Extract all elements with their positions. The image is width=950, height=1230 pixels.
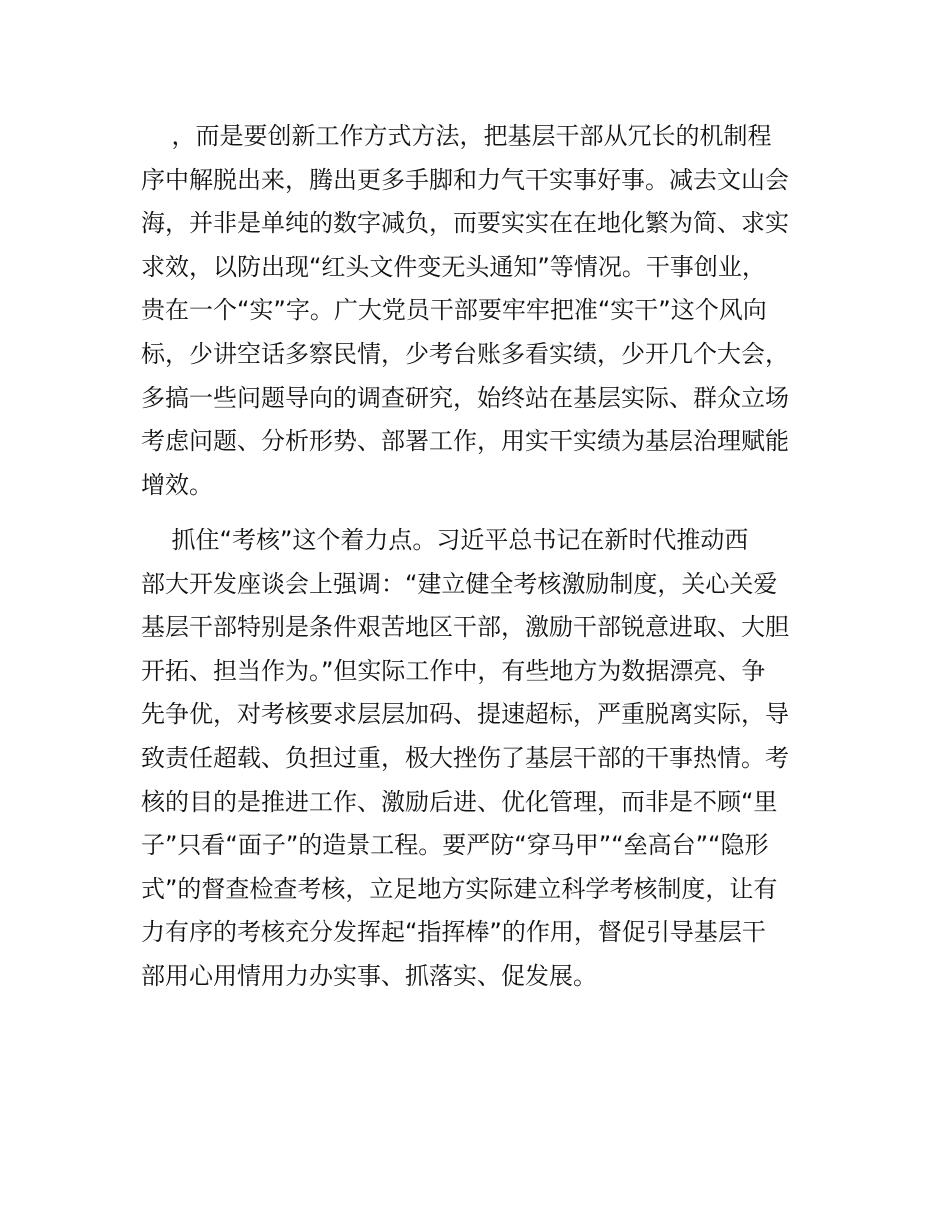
paragraph-line: 序中解脱出来，腾出更多手脚和力气干实事好事。减去文山会 [141,165,789,194]
paragraph-line: 致责任超载、负担过重，极大挫伤了基层干部的干事热情。考 [141,743,789,772]
paragraph-line: 多搞一些问题导向的调查研究，始终站在基层实际、群众立场 [141,383,789,412]
paragraph-line: 力有序的考核充分发挥起“指挥棒”的作用，督促引导基层干 [141,918,766,947]
paragraph-line: 部大开发座谈会上强调：“建立健全考核激励制度，关心关爱 [141,569,778,598]
paragraph-1 [141,115,813,507]
paragraph-line: 增效。 [141,470,213,499]
paragraph-line: 标，少讲空话多察民情，少考台账多看实绩，少开几个大会， [141,339,789,368]
paragraph-line: 先争优，对考核要求层层加码、提速超标，严重脱离实际，导 [141,700,789,729]
paragraph-line: 抓住“考核”这个着力点。习近平总书记在新时代推动西 [141,526,749,554]
paragraph-line: 考虑问题、分析形势、部署工作，用实干实绩为基层治理赋能 [141,427,789,456]
paragraph-line: 开拓、担当作为。”但实际工作中，有些地方为数据漂亮、争 [141,656,766,685]
paragraph-line: 核的目的是推进工作、激励后进、优化管理，而非是不顾“里 [141,787,778,816]
paragraph-line: 部用心用情用力办实事、抓落实、促发展。 [141,961,597,990]
paragraph-line: 式”的督查检查考核，立足地方实际建立科学考核制度，让有 [141,874,778,903]
paragraph-line: 基层干部特别是条件艰苦地区干部，激励干部锐意进取、大胆 [141,613,789,642]
paragraph-line: 海，并非是单纯的数字减负，而要实实在在地化繁为简、求实 [141,209,789,238]
paragraph-2 [141,519,813,999]
paragraph-line: 求效，以防出现“红头文件变无头通知”等情况。干事创业， [141,252,766,281]
paragraph-line: 子”只看“面子”的造景工程。要严防“穿马甲”“垒高台”“隐形 [141,831,769,860]
paragraph-line: 贵在一个“实”字。广大党员干部要牢牢把准“实干”这个风向 [141,296,767,325]
paragraph-line: ，而是要创新工作方式方法，把基层干部从冗长的机制程 [141,122,772,150]
